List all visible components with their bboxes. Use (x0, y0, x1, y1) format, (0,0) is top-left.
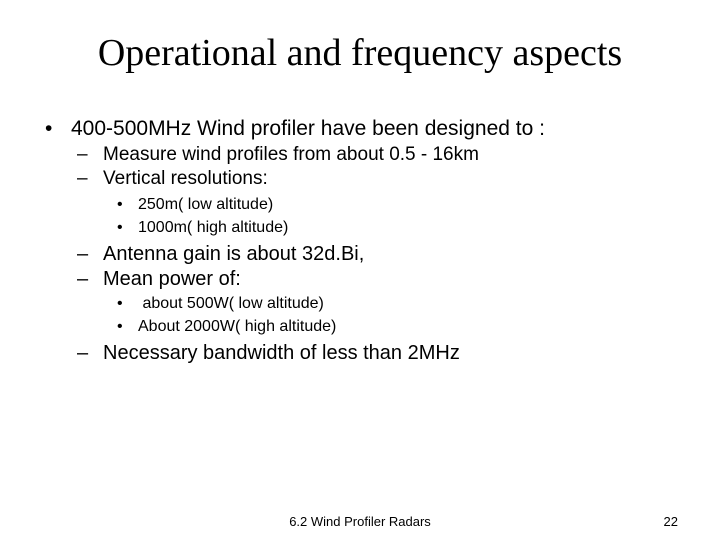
main-bullet-text: 400-500MHz Wind profiler have been designed to : (71, 117, 545, 140)
page-number: 22 (663, 514, 678, 529)
dash-icon: – (77, 342, 89, 364)
sub-bullet-text: Measure wind profiles from about 0.5 - 16km (103, 144, 479, 165)
sub-bullet-power (77, 267, 241, 291)
sub-bullet-gain (77, 242, 364, 266)
sub-sub-bullet-power-high (117, 316, 336, 338)
sub-bullet-text: Antenna gain is about 32d.Bi, (103, 243, 365, 265)
sub-sub-bullet-text: about 500W( low altitude) (138, 295, 324, 312)
bullet-icon: • (117, 295, 123, 312)
sub-sub-bullet-text: About 2000W( high altitude) (138, 318, 337, 335)
slide-title: Operational and frequency aspects (97, 32, 623, 74)
bullet-icon: • (117, 196, 123, 213)
sub-bullet-measure (77, 143, 479, 167)
bullet-icon: • (45, 117, 53, 140)
dash-icon: – (77, 144, 88, 165)
sub-sub-bullet-vertical-high (117, 217, 288, 239)
footer-caption: 6.2 Wind Profiler Radars (289, 514, 431, 529)
sub-sub-bullet-power-low (117, 293, 324, 315)
sub-bullet-text: Necessary bandwidth of less than 2MHz (103, 342, 460, 364)
bullet-icon: • (117, 318, 123, 335)
bullet-icon: • (117, 219, 123, 236)
sub-bullet-text: Mean power of: (103, 268, 241, 290)
sub-bullet-bandwidth (77, 341, 460, 365)
main-bullet (45, 114, 545, 144)
sub-bullet-vertical (77, 167, 268, 191)
sub-bullet-text: Vertical resolutions: (103, 168, 268, 189)
sub-sub-bullet-vertical-low (117, 194, 273, 216)
dash-icon: – (77, 268, 89, 290)
dash-icon: – (77, 243, 89, 265)
dash-icon: – (77, 168, 88, 189)
sub-sub-bullet-text: 250m( low altitude) (138, 196, 274, 213)
sub-sub-bullet-text: 1000m( high altitude) (138, 219, 289, 236)
